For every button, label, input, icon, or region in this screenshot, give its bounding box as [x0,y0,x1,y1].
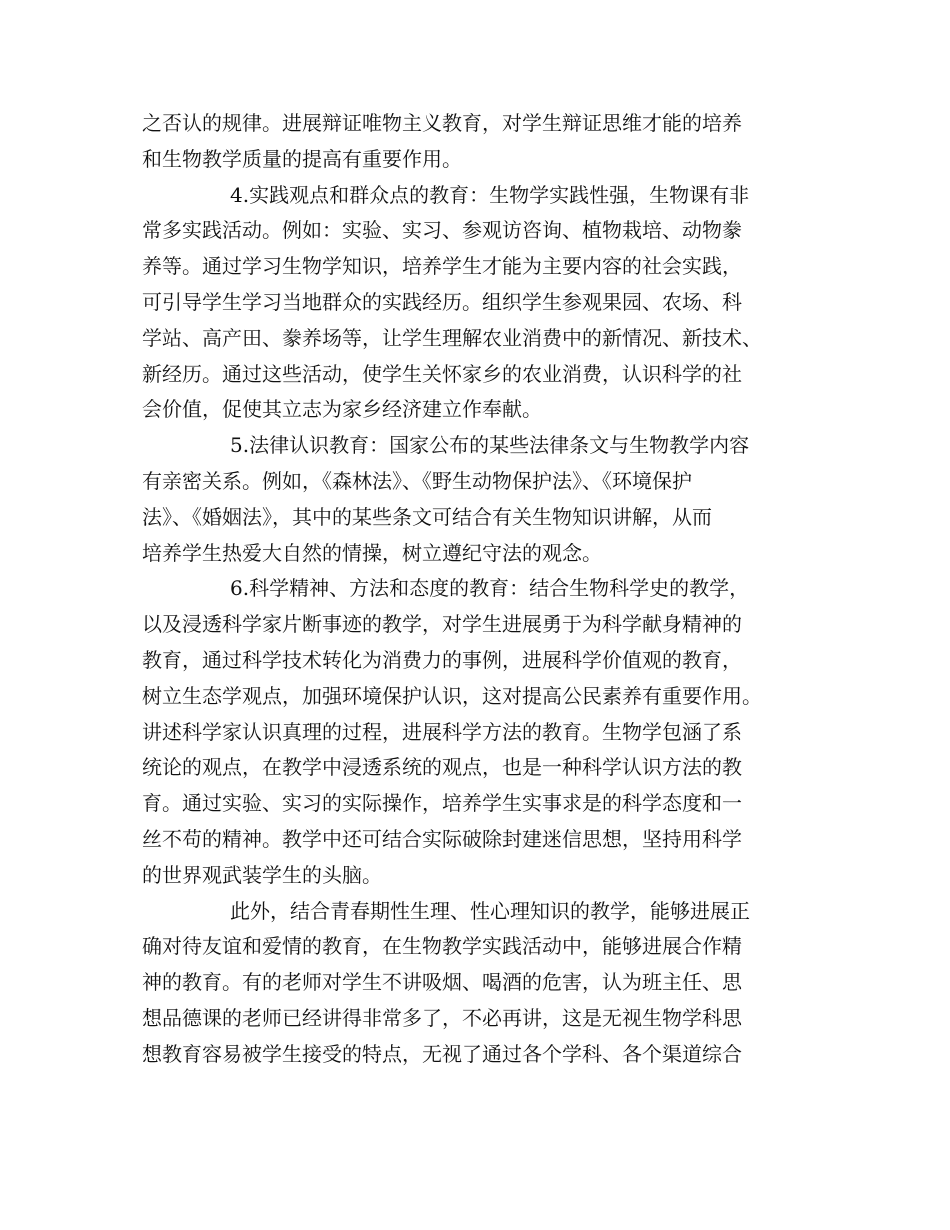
text-line: 以及浸透科学家片断事迹的教学，对学生进展勇于为科学献身精神的 [142,612,742,637]
text-line: 育。通过实验、实习的实际操作，培养学生实事求是的科学态度和一 [142,791,742,816]
text-line: 想品德课的老师已经讲得非常多了，不必再讲，这是无视生物学科思 [142,1005,742,1030]
text-line: 和生物教学质量的提高有重要作用。 [142,146,462,171]
text-line: 培养学生热爱大自然的情操，树立遵纪守法的观念。 [142,540,602,565]
paragraph-first-line: 5.法律认识教育：国家公布的某些法律条文与生物教学内容 [230,433,750,458]
text-line: 养等。通过学习生物学知识，培养学生才能为主要内容的社会实践， [142,254,742,279]
paragraph-first-line: 6.科学精神、方法和态度的教育：结合生物科学史的教学， [230,576,750,601]
paragraph-first-line: 此外，结合青春期性生理、性心理知识的教学，能够进展正 [230,898,750,923]
text-line: 之否认的规律。进展辩证唯物主义教育，对学生辩证思维才能的培养 [142,111,742,135]
text-line: 想教育容易被学生接受的特点，无视了通过各个学科、各个渠道综合 [142,1041,742,1066]
text-line: 统论的观点，在教学中浸透系统的观点，也是一种科学认识方法的教 [142,755,742,780]
text-line: 新经历。通过这些活动，使学生关怀家乡的农业消费，认识科学的社 [142,361,742,386]
text-line: 神的教育。有的老师对学生不讲吸烟、喝酒的危害，认为班主任、思 [142,970,742,995]
text-line: 常多实践活动。例如：实验、实习、参观访咨询、植物栽培、动物豢 [142,218,742,243]
text-line: 可引导学生学习当地群众的实践经历。组织学生参观果园、农场、科 [142,289,742,314]
text-line: 树立生态学观点，加强环境保护认识，这对提高公民素养有重要作用。 [142,683,762,708]
text-line: 的世界观武装学生的头脑。 [142,862,382,887]
text-line: 学站、高产田、豢养场等，让学生理解农业消费中的新情况、新技术、 [142,325,762,350]
text-line: 有亲密关系。例如，《森林法》、《野生动物保护法》、《环境保护 [142,468,692,493]
text-line: 讲述科学家认识真理的过程，进展科学方法的教育。生物学包涵了系 [142,719,742,744]
text-line: 确对待友谊和爱情的教育，在生物教学实践活动中，能够进展合作精 [142,934,742,959]
text-line: 教育，通过科学技术转化为消费力的事例，进展科学价值观的教育， [142,647,742,672]
text-line: 丝不苟的精神。教学中还可结合实际破除封建迷信思想，坚持用科学 [142,826,742,851]
paragraph-first-line: 4.实践观点和群众点的教育：生物学实践性强，生物课有非 [230,182,750,207]
text-line: 会价值，促使其立志为家乡经济建立作奉献。 [142,397,542,422]
text-line: 法》、《婚姻法》，其中的某些条文可结合有关生物知识讲解，从而 [142,504,712,529]
document-body [142,106,822,1073]
